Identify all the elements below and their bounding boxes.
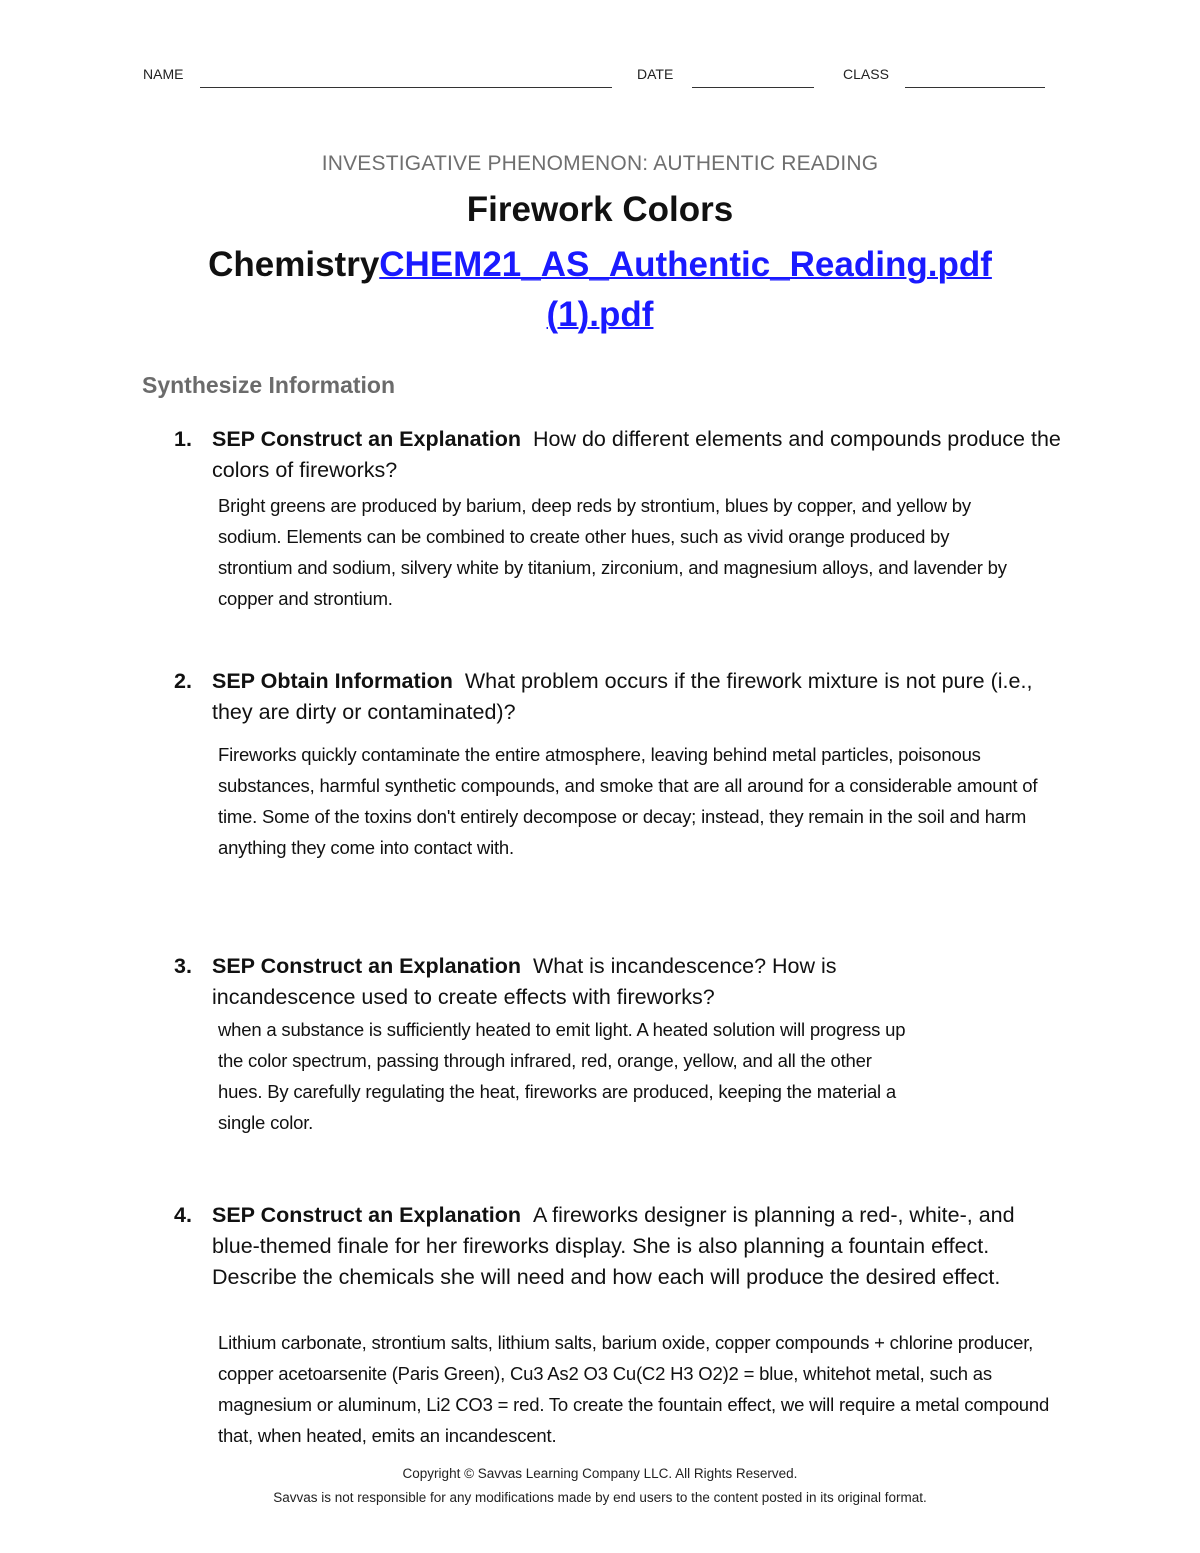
question-tag: SEP Construct an Explanation: [212, 954, 522, 978]
section-title: Synthesize Information: [142, 372, 396, 398]
copyright-notice: Copyright © Savvas Learning Company LLC. All Rights Reserved.: [402, 1466, 798, 1481]
class-label: CLASS: [843, 66, 889, 82]
question-number: 2.: [174, 669, 192, 693]
subtitle-prefix: Chemistry: [208, 245, 380, 284]
question-tag: SEP Construct an Explanation: [212, 427, 522, 451]
question-prompt: How do different elements and compounds produce the colors of fireworks?: [212, 427, 1061, 482]
answer-1: Bright greens are produced by barium, deep reds by strontium, blues by copper, and yellow by sodium. Elements can be combined to create other hues, such as vivid orange produced by strontium and sodium, silvery white by titanium, zirconium, and magnesium alloys, and lavender by copper and strontium.: [218, 495, 1007, 609]
page-title: Firework Colors: [466, 190, 734, 229]
date-line: [692, 87, 814, 88]
question-number: 3.: [174, 954, 192, 978]
answer-3: when a substance is sufficiently heated to emit light. A heated solution will progress up the color spectrum, passing through infrared, red, orange, yellow, and all the other hues. By carefully regulating the heat, fireworks are produced, keeping the material a single color.: [218, 1019, 906, 1133]
phenomenon-kicker: INVESTIGATIVE PHENOMENON: AUTHENTIC READING: [321, 152, 879, 175]
question-tag: SEP Obtain Information: [212, 669, 453, 693]
question-1: [174, 424, 1074, 486]
answer-2: Fireworks quickly contaminate the entire atmosphere, leaving behind metal particles, poisonous substances, harmful synthetic compounds, and smoke that are all around for a considerable amount of time. Some of the toxins don't entirely decompose or decay; instead, they remain in the soil and harm anything they come into contact with.: [218, 744, 1038, 858]
name-label: NAME: [143, 66, 184, 82]
file-link[interactable]: CHEM21_AS_Authentic_Reading.pdf (1).pdf: [379, 245, 992, 334]
question-prompt: What is incandescence? How is incandescence used to create effects with fireworks?: [212, 954, 837, 1009]
class-line: [905, 87, 1045, 88]
question-tag: SEP Construct an Explanation: [212, 1203, 522, 1227]
question-number: 4.: [174, 1203, 192, 1227]
page-subtitle: [150, 240, 1050, 340]
question-number: 1.: [174, 427, 192, 451]
question-prompt: A fireworks designer is planning a red-, white-, and blue-themed finale for her fireworks display. She is also planning a fountain effect. Describe the chemicals she will need and how each will produce the desired effect.: [212, 1203, 1015, 1289]
answer-4: Lithium carbonate, strontium salts, lithium salts, barium oxide, copper compounds + chlorine producer, copper acetoarsenite (Paris Green), Cu3 As2 O3 Cu(C2 H3 O2)2 = blue, whitehot metal, such as magnesium or aluminum, Li2 CO3 = red. To create the fountain effect, we will require a metal compound that, when heated, emits an incandescent.: [218, 1332, 1050, 1446]
disclaimer-notice: Savvas is not responsible for any modifications made by end users to the content posted in its original format.: [273, 1490, 927, 1505]
question-prompt: What problem occurs if the firework mixture is not pure (i.e., they are dirty or contaminated)?: [212, 669, 1033, 724]
question-4: [174, 1200, 1054, 1293]
date-label: DATE: [637, 66, 674, 82]
student-info-header: [0, 66, 1200, 90]
question-3: [174, 951, 934, 1013]
name-line: [200, 87, 612, 88]
question-2: [174, 666, 1074, 728]
